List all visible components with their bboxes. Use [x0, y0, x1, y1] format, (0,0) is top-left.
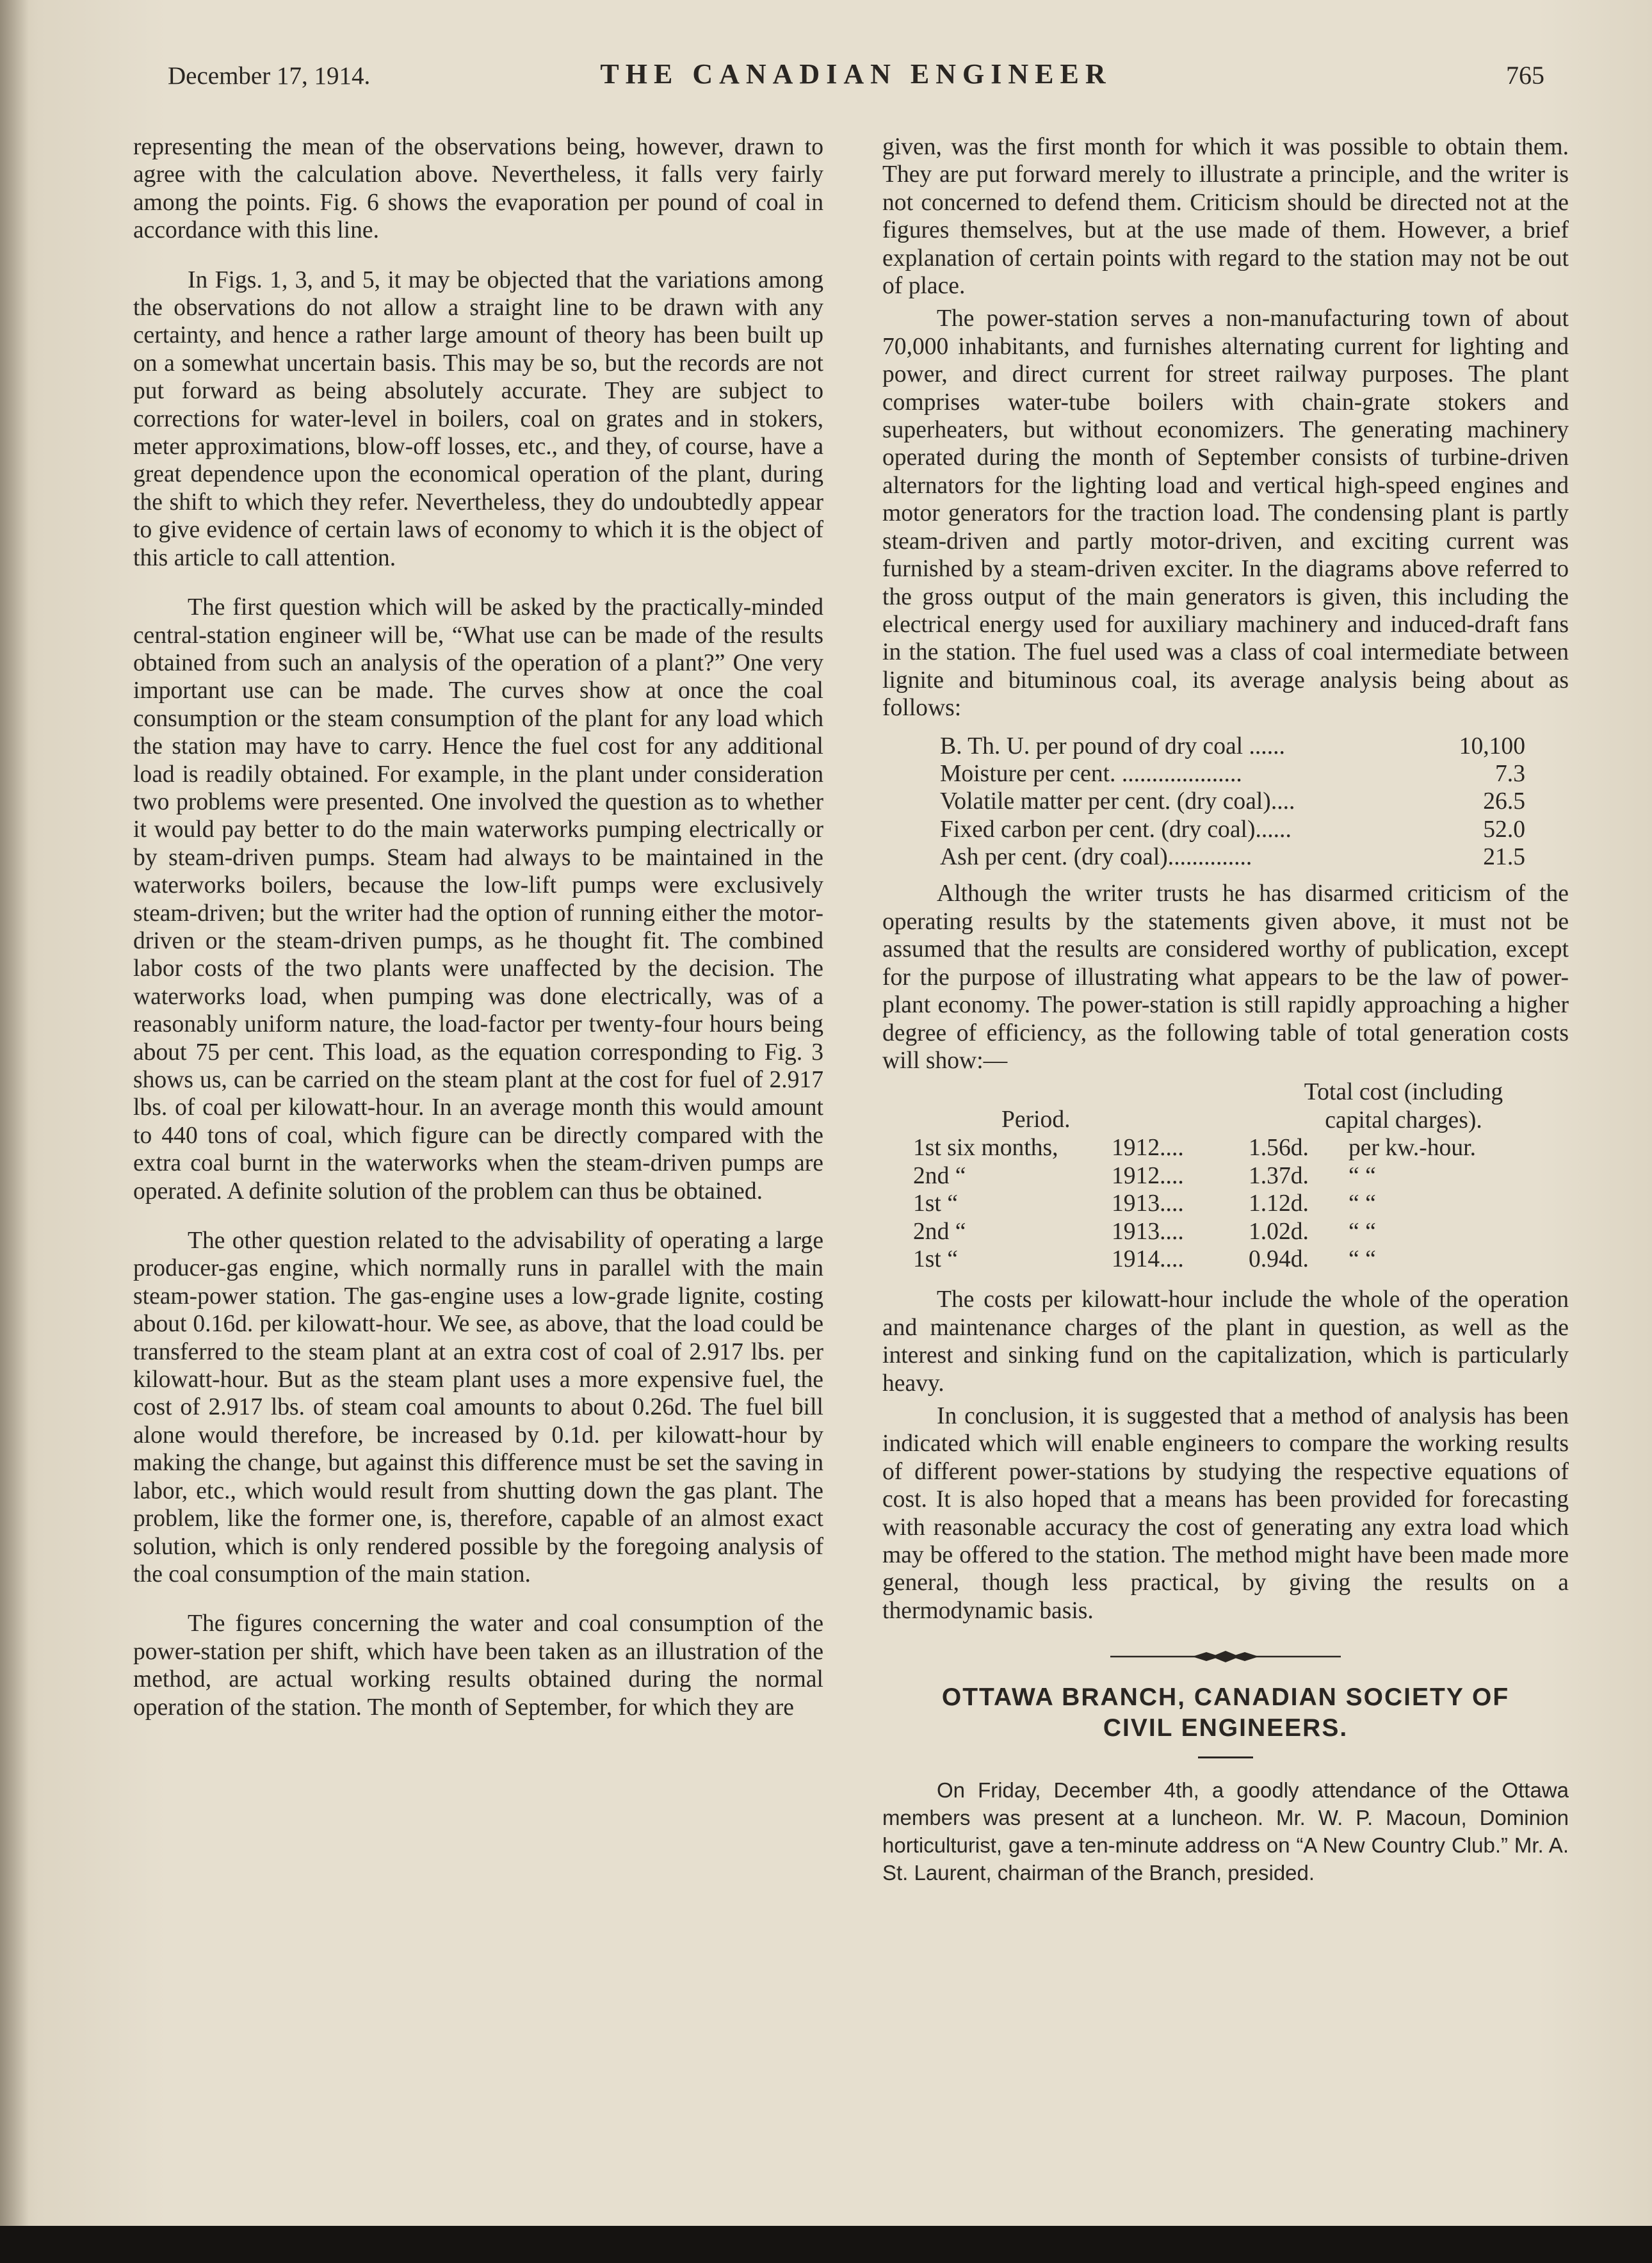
cell-unit: “ “ — [1348, 1245, 1376, 1272]
header-line: capital charges). — [1325, 1107, 1482, 1133]
cell-unit: “ “ — [1348, 1162, 1376, 1189]
analysis-label: B. Th. U. per pound of dry coal ...... — [940, 733, 1285, 759]
table-row — [913, 1162, 1528, 1190]
page-header — [168, 56, 1544, 108]
table-row — [940, 843, 1525, 871]
generation-cost-table — [913, 1078, 1528, 1273]
journal-title: THE CANADIAN ENGINEER — [600, 58, 1112, 90]
paragraph: In Figs. 1, 3, and 5, it may be objected that the variations among the observations do not allow a straight line to be drawn with any certainty, and hence a rather large amount of theory has been built up on a somewhat uncertain basis. This may be so, but the records are not put forward as being absolutely accurate. They are subject to corrections for water-level in boilers, coal on grates and in stokers, meter approximations, blow-off losses, etc., and they, of course, have a great dependence upon the economical operation of the plant, during the shift to which they refer. Nevertheless, they do undoubtedly appear to give evidence of certain laws of economy to which it is the object of this article to call attention. — [133, 266, 823, 571]
news-note: On Friday, December 4th, a goodly attendance of the Ottawa members was present at a luncheon. Mr. W. P. Macoun, Dominion horticulturist, gave a ten-minute address on “A New Country Club.” Mr. A. St. Laurent, chairman of the Branch, presided. — [882, 1778, 1569, 1885]
cell-period: 1st “ — [913, 1245, 958, 1272]
cell-period: 1st “ — [913, 1190, 958, 1217]
table-row — [913, 1245, 1528, 1273]
cell-year: 1913.... — [1112, 1190, 1184, 1217]
cell-cost: 1.56d. — [1249, 1135, 1309, 1162]
cell-year: 1913.... — [1112, 1218, 1184, 1245]
title-rule — [1198, 1756, 1253, 1758]
cell-cost: 0.94d. — [1249, 1245, 1309, 1272]
table-row — [940, 760, 1525, 788]
section-title-line: OTTAWA BRANCH, CANADIAN SOCIETY OF — [941, 1683, 1510, 1712]
analysis-value: 10,100 — [1459, 733, 1525, 759]
cell-cost: 1.12d. — [1249, 1190, 1309, 1217]
analysis-value: 21.5 — [1483, 844, 1525, 871]
cell-unit: “ “ — [1348, 1190, 1376, 1217]
section-title-line: CIVIL ENGINEERS. — [1103, 1714, 1348, 1742]
table-row — [940, 816, 1525, 843]
section-title — [882, 1682, 1569, 1744]
paragraph: In conclusion, it is suggested that a method of analysis has been indicated which will enable engineers to compare the working results of different power-stations by studying the respective equations of cost. It is also hoped that a means has been provided for forecasting with reasonable accuracy the cost of generating any extra load which may be offered to the station. The method might have been made more general, though less practical, by giving the results on a thermodynamic basis. — [882, 1402, 1569, 1624]
analysis-value: 52.0 — [1483, 816, 1525, 843]
analysis-value: 26.5 — [1483, 788, 1525, 815]
column-header-total-cost — [1269, 1078, 1538, 1134]
paragraph: The first question which will be asked by the practically-minded central-station engineer will be, “What use can be made of the results obtained from such an analysis of the operation of a plant?” One very important use can be made. The curves show at once the coal consumption or the steam consumption of the plant for any load which the station may have to carry. Hence the fuel cost for any additional load is readily obtained. For example, in the plant under consideration two problems were presented. One involved the question as to whether it would pay better to do the main waterworks pumping electrically or by steam-driven pumps. Steam had always to be maintained in the waterworks boilers, because the low-lift pumps were exclusively steam-driven; but the writer had the option of running either the motor-driven or the steam-driven pumps, as he thought fit. The combined labor costs of the two plants were unaffected by the decision. The waterworks load, when pumping was done electrically, was of a reasonably uniform nature, the load-factor per twenty-four hours being about 75 per cent. This load, as the equation corresponding to Fig. 3 shows us, can be carried on the steam plant at the cost for fuel of 2.917 lbs. of coal per kilowatt-hour. In an average month this would amount to 440 tons of coal, which figure can be directly compared with the extra coal burnt in the waterworks when the steam-driven pumps are operated. A definite solution of the problem can thus be obtained. — [133, 594, 823, 1204]
analysis-label: Fixed carbon per cent. (dry coal)...... — [940, 816, 1292, 843]
table-row — [913, 1190, 1528, 1217]
left-column — [133, 133, 823, 1721]
cell-unit: per kw.-hour. — [1348, 1135, 1476, 1162]
analysis-label: Ash per cent. (dry coal).............. — [940, 844, 1252, 871]
table-row — [913, 1134, 1528, 1162]
cost-table-header — [913, 1078, 1528, 1134]
analysis-label: Moisture per cent. .................... — [940, 760, 1242, 787]
column-header-period: Period. — [1001, 1107, 1071, 1133]
analysis-label: Volatile matter per cent. (dry coal).... — [940, 788, 1295, 815]
paragraph: The power-station serves a non-manufacturing town of about 70,000 inhabitants, and furnishes alternating current for lighting and power, and direct current for street railway purposes. The plant comprises water-tube boilers with chain-grate stokers and superheaters, but without economizers. The generating machinery operated during the month of September consists of turbine-driven alternators for the lighting load and vertical high-speed engines and motor generators for the traction load. The condensing plant is partly steam-driven and partly motor-driven, and exciting current was furnished by a steam-driven exciter. In the diagrams above referred to the gross output of the main generators is given, this including the electrical energy used for auxiliary machinery and induced-draft fans in the station. The fuel used was a class of coal intermediate between lignite and bituminous coal, its average analysis being about as follows: — [882, 305, 1569, 722]
cell-year: 1914.... — [1112, 1245, 1184, 1272]
cell-year: 1912.... — [1112, 1162, 1184, 1189]
cell-period: 2nd “ — [913, 1162, 966, 1189]
paragraph: Although the writer trusts he has disarmed criticism of the operating results by the statements given above, it must not be assumed that the results are considered worthy of publication, except for the purpose of illustrating what appears to be the law of power-plant economy. The power-station is still rapidly approaching a higher degree of efficiency, as the following table of total generation costs will show:— — [882, 880, 1569, 1074]
paragraph: given, was the first month for which it was possible to obtain them. They are put forward merely to illustrate a principle, and the writer is not concerned to defend them. Criticism should be directed not at the figures themselves, but at the use made of them. However, a brief explanation of certain points with regard to the station may not be out of place. — [882, 134, 1569, 300]
header-date: December 17, 1914. — [168, 62, 371, 90]
paragraph: The figures concerning the water and coal consumption of the power-station per shift, which have been taken as an illustration of the method, are actual working results obtained during the normal operation of the station. The month of September, for which they are — [133, 1610, 823, 1721]
table-row — [913, 1218, 1528, 1245]
cell-unit: “ “ — [1348, 1218, 1376, 1245]
coal-analysis-table — [940, 733, 1525, 872]
cell-period: 2nd “ — [913, 1218, 966, 1245]
analysis-value: 7.3 — [1495, 760, 1525, 787]
ornament-divider-icon — [1110, 1650, 1341, 1663]
cell-year: 1912.... — [1112, 1135, 1184, 1162]
table-row — [940, 733, 1525, 760]
paragraph: representing the mean of the observations being, however, drawn to agree with the calculation above. Nevertheless, it falls very fairly among the points. Fig. 6 shows the evaporation per pound of coal in accordance with this line. — [133, 134, 823, 244]
scan-border — [0, 2226, 1652, 2263]
spine-shadow — [0, 0, 29, 2263]
right-column — [882, 133, 1569, 1886]
paragraph: The other question related to the advisability of operating a large producer-gas engine, which normally runs in parallel with the main steam-power station. The gas-engine uses a low-grade lignite, costing about 0.16d. per kilowatt-hour. We see, as above, that the load could be transferred to the steam plant at an extra cost of coal of 2.917 lbs. per kilowatt-hour. But as the steam plant uses a more expensive fuel, the cost of 2.917 lbs. of steam coal amounts to about 0.26d. The fuel bill alone would therefore, be increased by 0.1d. per kilowatt-hour by making the change, but against this difference must be set the saving in labor, etc., which would result from shutting down the gas plant. The problem, like the former one, is, therefore, capable of an almost exact solution, which is only rendered possible by the foregoing analysis of the coal consumption of the main station. — [133, 1228, 823, 1587]
table-row — [940, 788, 1525, 815]
page-number: 765 — [1506, 61, 1544, 90]
header-line: Total cost (including — [1304, 1079, 1503, 1106]
cell-cost: 1.37d. — [1249, 1162, 1309, 1189]
cell-cost: 1.02d. — [1249, 1218, 1309, 1245]
cell-period: 1st six months, — [913, 1135, 1058, 1162]
paragraph: The costs per kilowatt-hour include the whole of the operation and maintenance charges of the plant in question, as well as the interest and sinking fund on the capitalization, which is particularly heavy. — [882, 1286, 1569, 1397]
